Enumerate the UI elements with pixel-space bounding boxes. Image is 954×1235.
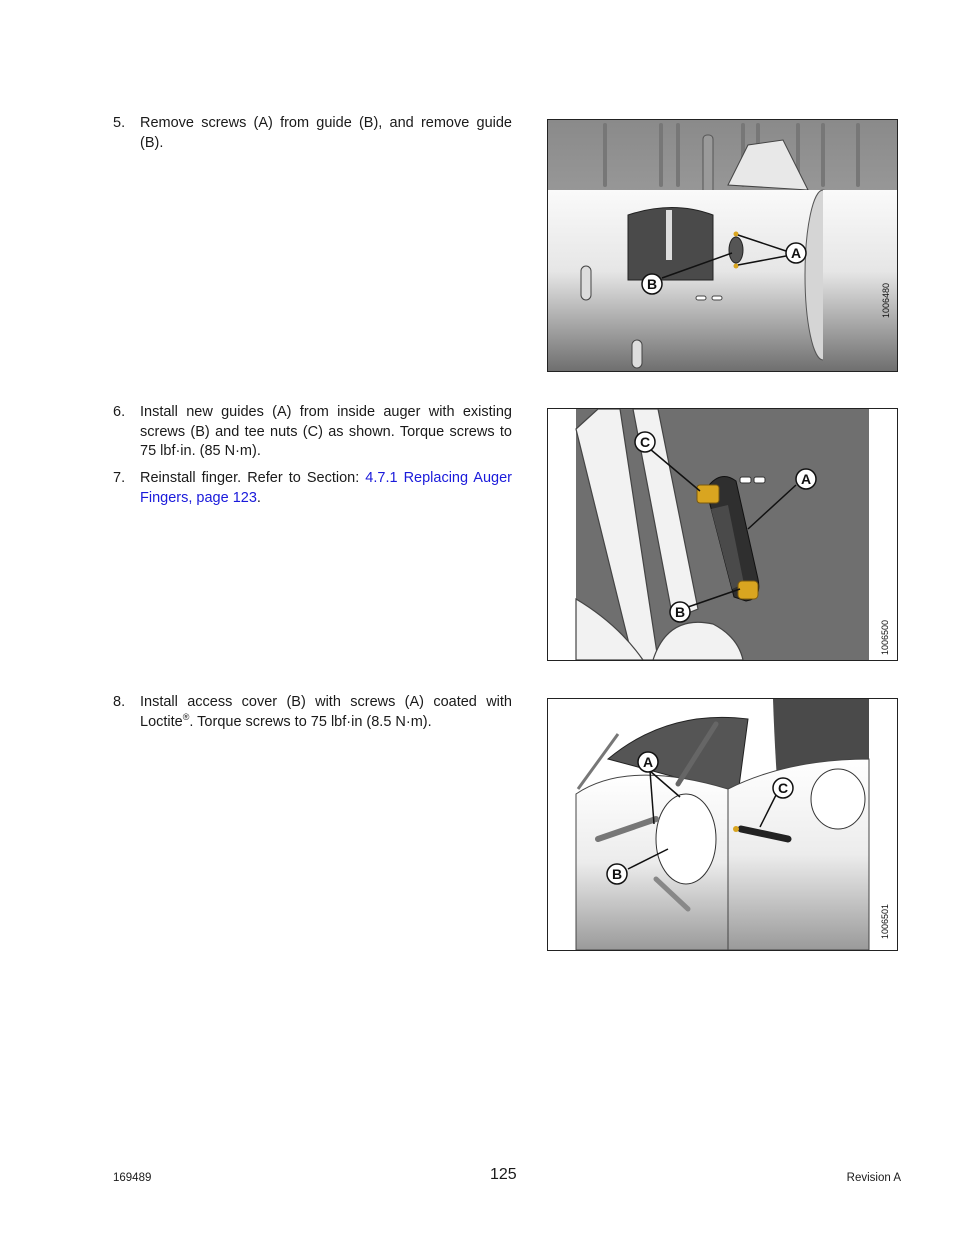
figure-id: 1006500 — [880, 619, 890, 655]
figure-install-access-cover — [547, 698, 898, 951]
step-number: 7. — [113, 470, 126, 486]
svg-text:B: B — [646, 276, 658, 292]
callout-b — [607, 864, 627, 884]
callout-a — [786, 243, 806, 263]
step-7 — [113, 469, 512, 508]
footer-page-number: 125 — [490, 1166, 517, 1183]
callout-b — [670, 602, 690, 622]
figure-remove-guide — [547, 119, 898, 372]
callout-a — [796, 469, 816, 489]
figure-install-guides — [547, 408, 898, 661]
step-number: 6. — [113, 404, 126, 420]
step-text: Remove screws (A) from guide (B), and remove guide (B). — [140, 115, 512, 151]
step-text: Reinstall finger. Refer to Section: 4.7.1 Replacing Auger Fingers, page 123. — [140, 470, 512, 506]
figure-id: 1006501 — [880, 903, 890, 939]
step-8 — [113, 693, 512, 732]
step-number: 5. — [113, 115, 126, 131]
step-5 — [113, 114, 512, 153]
callout-c — [773, 778, 793, 798]
step-text: Install new guides (A) from inside auger with existing screws (B) and tee nuts (C) as shown. Torque screws to 75 lbf·in. (85 N·m). — [140, 404, 512, 459]
step-number: 8. — [113, 694, 126, 710]
section-link[interactable]: 4.7.1 Replacing Auger Fingers, page 123 — [140, 470, 512, 506]
figure-id: 1006480 — [881, 282, 891, 318]
svg-text:B: B — [611, 866, 623, 882]
callout-c — [635, 432, 655, 452]
svg-text:A: A — [800, 471, 812, 487]
svg-text:B: B — [674, 604, 686, 620]
footer-revision: Revision A — [846, 1172, 901, 1184]
callout-a — [638, 752, 658, 772]
callout-b — [642, 274, 662, 294]
step-text: Install access cover (B) with screws (A) coated with Loctite®. Torque screws to 75 lbf·in (8.5 N·m). — [140, 694, 512, 730]
svg-text:A: A — [790, 245, 802, 261]
step-6 — [113, 403, 512, 462]
svg-text:C: C — [639, 434, 651, 450]
svg-text:C: C — [777, 780, 789, 796]
svg-text:A: A — [642, 754, 654, 770]
footer-doc-number: 169489 — [113, 1172, 152, 1184]
